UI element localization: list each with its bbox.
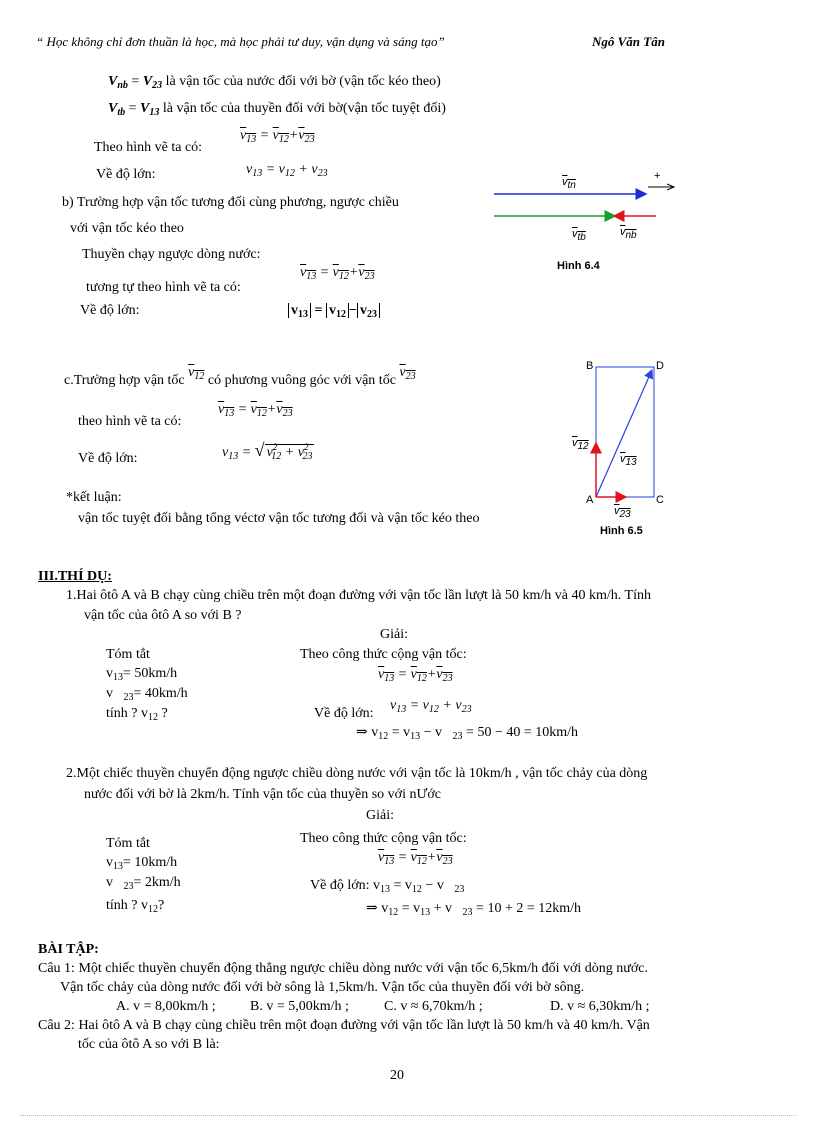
example2-given-2: v $_{23}$= 2km/h <box>106 875 181 892</box>
section-c-vector-equation: $v_{13} = v_{12}+v_{23}$ <box>218 402 293 419</box>
example1-magnitude-equation: $v_{13} = v_{12} + v_{23}$ <box>390 698 472 715</box>
exercise-q2-line-1: Câu 2: Hai ôtô A và B chạy cùng chiều trên một đoạn đường với vận tốc lần lượt là 50 km/h và 40 km/h. Vận <box>38 1018 650 1033</box>
fig64-caption: Hình 6.4 <box>557 260 600 272</box>
header-author: Ngô Văn Tân <box>592 34 665 49</box>
section-c-title: c.Trường hợp vận tốc $v_{12}$ có phương vuông góc với vận tốc $v_{23}$ <box>64 365 416 388</box>
section-b-tuong-tu: tương tự theo hình vẽ ta có: <box>86 280 241 295</box>
header-quote: “ Học không chỉ đơn thuần là học, mà học phải tư duy, vận dụng và sáng tạo” <box>36 34 445 49</box>
page-number: 20 <box>390 1068 404 1083</box>
exercise-q1-option-d: D. v ≈ 6,30km/h ; <box>550 999 650 1014</box>
example1-ve-do-lon: Về độ lớn: <box>314 706 374 721</box>
example2-giai: Giải: <box>366 808 394 823</box>
example2-problem-line-2: nước đối với bờ là 2km/h. Tính vận tốc của thuyền so với nƯớc <box>84 787 441 802</box>
example2-vector-equation: $v_{13} = v_{12}+v_{23}$ <box>378 850 453 867</box>
example1-result: ⇒ $v_{12} = v_{13} - v$ $_{23}$ = 50 − 40 = 10km/h <box>356 725 579 742</box>
section-c-theo-hinh: theo hình vẽ ta có: <box>78 414 182 429</box>
example2-magnitude-line: Về độ lớn: $v_{13} = v_{12} - v$ $_{23}$ <box>310 878 465 895</box>
section-b-thuyen: Thuyền chạy ngược dòng nước: <box>82 247 261 262</box>
example1-ask: tính ? $v_{12}$ ? <box>106 706 168 723</box>
fig65-label-v12: v12 <box>572 437 589 452</box>
fig65-label-v13: v13 <box>620 453 637 468</box>
intro-ve-do-lon: Về độ lớn: <box>96 167 156 182</box>
fig65-label-v23: v23 <box>614 505 631 520</box>
section-b-title-1: b) Trường hợp vận tốc tương đối cùng phương, ngược chiều <box>62 195 399 210</box>
section-III-title: III.THÍ DỤ: <box>38 569 112 584</box>
section-c-ve-do-lon: Về độ lớn: <box>78 451 138 466</box>
fig65-caption: Hình 6.5 <box>600 525 643 537</box>
example1-vector-equation: $v_{13} = v_{12}+v_{23}$ <box>378 667 453 684</box>
fig65-label-D: D <box>656 360 664 372</box>
example1-problem-line-2: vận tốc của ôtô A so với B ? <box>84 608 242 623</box>
fig65-label-B: B <box>586 360 594 372</box>
exercise-q1-line-2: Vận tốc chảy của dòng nước đối với bờ sông là 1,5km/h. Vận tốc của thuyền đối với bờ sông. <box>60 980 585 995</box>
conclusion-title: *kết luận: <box>66 490 122 505</box>
section-b-vector-equation: $v_{13} = v_{12}+v_{23}$ <box>300 265 375 282</box>
example2-theo-cong-thuc: Theo công thức cộng vận tốc: <box>300 831 467 846</box>
example1-theo-cong-thuc: Theo công thức cộng vận tốc: <box>300 647 467 662</box>
fig65-label-A: A <box>586 494 594 506</box>
intro-line-2: $V_{tb} = V_{13}$ là vận tốc của thuyền đối với bờ(vận tốc tuyệt đối) <box>108 101 446 118</box>
intro-line-1: $V_{nb} = V_{23}$ là vận tốc của nước đối với bờ (vận tốc kéo theo) <box>108 74 441 91</box>
section-c-magnitude-equation: $v_{13}$ = √ $v^2_{12} + v^2_{23}$ <box>222 440 313 462</box>
example1-given-1: $v_{13}= 50km/h$ <box>106 666 178 683</box>
page-bottom-divider <box>20 1115 796 1116</box>
example2-given-1: $v_{13}= 10km/h$ <box>106 855 178 872</box>
example1-tom-tat: Tóm tắt <box>106 647 150 662</box>
fig64-label-plus: + <box>654 170 661 182</box>
exercise-q2-line-2: tốc của ôtô A so với B là: <box>78 1037 220 1052</box>
example1-given-2: v $_{23}$= 40km/h <box>106 686 188 703</box>
section-b-abs-equation: $v_{13} = v_{12} - v_{23}$ <box>288 303 380 320</box>
example1-problem-line-1: 1.Hai ôtô A và B chạy cùng chiều trên một đoạn đường với vận tốc lần lượt là 50 km/h và 40 km/h. Tính <box>66 588 651 603</box>
fig65-label-C: C <box>656 494 664 506</box>
section-b-title-2: với vận tốc kéo theo <box>70 221 184 236</box>
exercise-q1-option-c: C. v ≈ 6,70km/h ; <box>384 999 483 1014</box>
conclusion-text: vận tốc tuyệt đối bằng tổng véctơ vận tốc tương đối và vận tốc kéo theo <box>78 511 480 526</box>
exercise-q1-option-a: A. v = 8,00km/h ; <box>116 999 216 1014</box>
fig64-label-vtn: vtn <box>562 176 576 191</box>
fig64-label-vtb: vtb <box>572 228 586 243</box>
example2-tom-tat: Tóm tắt <box>106 836 150 851</box>
exercise-q1-line-1: Câu 1: Một chiếc thuyền chuyển động thẳng ngược chiều dòng nước với vận tốc 6,5km/h đối với dòng nước. <box>38 961 648 976</box>
example1-giai: Giải: <box>380 627 408 642</box>
fig65-diagonal-v13 <box>596 370 652 497</box>
fig64-label-vnb: vnb <box>620 226 637 241</box>
exercise-q1-option-b: B. v = 5,00km/h ; <box>250 999 349 1014</box>
intro-theo-hinh: Theo hình vẽ ta có: <box>94 140 203 155</box>
example2-ask: tính ? $v_{12}$? <box>106 898 165 915</box>
example2-result: ⇒ $v_{12} = v_{13} + v$ $_{23}$ = 10 + 2 = 12km/h <box>366 901 582 918</box>
example2-problem-line-1: 2.Một chiếc thuyền chuyển động ngược chiều dòng nước với vận tốc là 10km/h , vận tốc chảy của dòng <box>66 766 648 781</box>
intro-vector-equation: $v_{13} = v_{12}+v_{23}$ <box>240 128 315 145</box>
section-b-ve-do-lon: Về độ lớn: <box>80 303 140 318</box>
intro-magnitude-equation: $v_{13} = v_{12} + v_{23}$ <box>246 162 328 179</box>
exercises-title: BÀI TẬP: <box>38 942 99 957</box>
